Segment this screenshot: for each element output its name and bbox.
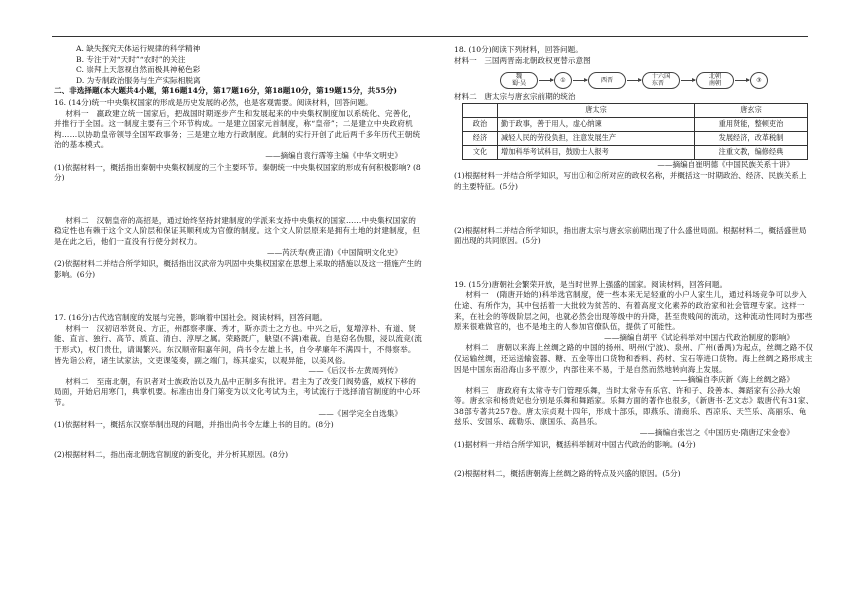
left-column: [54, 44, 422, 460]
flow-node-1: ①: [554, 72, 572, 89]
table-cell: 减轻人民的劳役负担，注意发展生产: [498, 131, 695, 145]
q18-intro: 18. (10分)阅读下列材料，回答问题。: [454, 45, 583, 54]
q16-question-2: (2)依据材料二并结合所学知识，概括指出汉武帝为巩固中央集权国家在思想上采取的措施以及这一措施产生的影响。(6分): [54, 259, 422, 279]
answer-space: [54, 431, 422, 449]
arrow-icon: [735, 80, 749, 81]
answer-space: [454, 193, 814, 225]
q19-material-2-source: ——摘编自李庆新《海上丝绸之路》: [672, 375, 794, 385]
section-title: 二、非选择题(本大题共4小题，第16题14分，第17题16分，第18题10分，第19题15分，共55分): [54, 86, 397, 96]
q18-material-2-source: ——摘编自崔明德《中国民族关系十讲》: [657, 159, 794, 169]
flow-node-beichao-nanchao: 北朝 南朝: [696, 72, 734, 89]
q18-material-2-label: 材料二 唐太宗与唐玄宗前期的统治: [454, 92, 576, 102]
right-column: [454, 44, 814, 480]
q18-material-1-label: 材料一 三国两晋南北朝政权更替示意图: [454, 55, 591, 65]
table-cell: 政治: [463, 117, 498, 131]
table-row: [463, 145, 808, 159]
table-cell: 注重文教，编修经典: [695, 145, 808, 159]
table-header-row: [463, 103, 808, 117]
q19-intro: 19. (15分)唐朝社会繁荣开放，是当时世界上强盛的国家。阅读材料，回答问题。: [454, 279, 728, 289]
table-header-cell: 唐太宗: [498, 103, 695, 117]
arrow-icon: [573, 80, 587, 81]
table-header-cell: [463, 103, 498, 117]
flow-node-xijin: 西晋: [588, 72, 626, 89]
q19-material-3: 材料三 唐政府有太常寺专门管理乐舞，当时太常寺有乐官、许和子、段善本、舞蹈家有公孙大娘等。唐玄宗和杨贵妃也分别是乐舞和舞蹈家。乐舞方面的著作也很多，《新唐书·艺文志》载唐代有31家、38部专著共257卷。唐太宗贞观十四年，形成十部乐，即燕乐、清商乐、西凉乐、天竺乐、高丽乐、龟兹乐、安国乐、疏勒乐、康国乐、高昌乐。: [454, 385, 814, 427]
q16-material-1-source: ——摘编自袁行霈等主编《中华文明史》: [265, 150, 402, 160]
table-cell: 勤于政事，善于用人，虚心纳谏: [498, 117, 695, 131]
q16-material-1: 材料一 嬴政建立统一国家后，把战国时期逐步产生和发展起来的中央集权制度加以系统化、完善化，并推行于全国。这一制度主要有三个环节构成。一是建立国家元首制度，称“皇帝”；二是建立中央政府机构……以协助皇帝领导全国军政事务；三是建立地方行政制度。此制的实行开创了此后两千多年历代王朝统治的基本模式。: [54, 108, 421, 150]
q16-material-2-source: ——芮沃寿(费正清)《中国简明文化史》: [266, 247, 402, 257]
q17-material-2: 材料二 至南北朝，有识者对士族政治以及九品中正制多有批评。君主为了改变门阀势盛，威权下移的局面，开始启用寒门，典掌机要。标准由出身门第变为以文化考试为主，考试流行于选择清官制度的中心环节。: [54, 376, 421, 408]
flow-node-wei-shu-wu: [500, 72, 538, 89]
arrow-icon: [627, 80, 641, 81]
table-cell: 重用贤能，整顿吏治: [695, 117, 808, 131]
q19-question-2: (2)根据材料二，概括唐朝海上丝绸之路的特点及兴盛的原因。(5分): [454, 469, 681, 479]
q18-question-1: (1)根据材料一并结合所学知识，写出①和②所对应的政权名称，并概括这一时期政治、经济、民族关系上的主要特征。(5分): [454, 171, 807, 191]
table-row: [463, 117, 808, 131]
flow-node-text: 蜀·吴: [511, 80, 527, 88]
q19-material-3-source: ——摘编自张岂之《中国历史·隋唐辽宋金卷》: [639, 428, 794, 438]
arrow-icon: [539, 80, 553, 81]
option-d: D. 为专制政治服务与生产实际相脱离: [76, 75, 201, 85]
q19-material-1-source: ——摘编自胡平《试论科举对中国古代政治制度的影响》: [604, 332, 794, 342]
table-cell: 增加科举考试科目，鼓励士人报考: [498, 145, 695, 159]
answer-space: [54, 184, 422, 216]
q19-material-2: 材料二 唐朝以来海上丝绸之路的中国的扬州、明州(宁波)、泉州、广州(番禺)为起点，丝绸之路不仅仅运输丝绸，还运送输瓷器、糖、五金等出口货物和香料、药材、宝石等进口货物。海上丝绸之路形成主因是中国东南沿海山多平原少，内部往来不易，于是自然而然地转向海上发展。: [454, 343, 814, 374]
q17-material-1-source: ——《后汉书·左黄周列传》: [308, 366, 402, 376]
table-header-cell: 唐玄宗: [695, 103, 808, 117]
q17-material-2-source: ——《困学完全自选集》: [318, 408, 402, 418]
q17-question-1: (1)依据材料一，概括东汉察举制出现的问题，并指出尚书令左雄上书的目的。(8分): [54, 420, 334, 430]
q17-material-1: 材料一 汉初诏举贤良、方正，州郡察孝廉、秀才，斯亦贡士之方也。中兴之后，复增淳朴、有道、贤能、直言、独行、高节、质直、清白、淳厚之属。荣路既广，觖望(不满)难裁。自是窃名伪服，浸以流竞(流于形式)，权门贵仕，请谒繁兴。东汉顺帝阳嘉年间，尚书令左雄上书，自令孝廉年不满四十，不得察举。皆先诣公府，诸生试家法，文吏课笺奏，副之端门，练其虚实，以观异能，以美风俗。: [54, 323, 422, 365]
table-cell: 发展经济，改革税制: [695, 131, 808, 145]
q19-question-1: (1)据材料一并结合所学知识，概括科举制对中国古代政治的影响。(4分): [454, 439, 696, 449]
flow-node-text: 魏: [515, 73, 523, 81]
comparison-table: [462, 103, 808, 160]
flow-node-16guo-dongjin: 十六国 东晋: [642, 72, 680, 89]
q18-question-2: (2)根据材料二并结合所学知识，指出唐太宗与唐玄宗前期出现了什么盛世局面。根据材料二，概括盛世局面出现的共同原因。(5分): [454, 225, 807, 246]
table-cell: 文化: [463, 145, 498, 159]
table-cell: 经济: [463, 131, 498, 145]
answer-space: [454, 247, 814, 279]
flow-node-3: ③: [750, 72, 768, 89]
q16-question-1: (1)依据材料一，概括指出秦朝中央集权制度的三个主要环节。秦朝统一中央集权国家的形成有何积极影响? (8分): [54, 162, 421, 183]
q16-intro: 16. (14分)统一中央集权国家的形成是历史发展的必然，也是客观需要。阅读材料，回答问题。: [54, 97, 373, 107]
table-row: [463, 131, 808, 145]
q17-question-2: (2)根据材料二，指出南北朝选官制度的新变化，并分析其原因。(8分): [54, 449, 289, 459]
option-b: B. 专注于对“天时”“农时”的关注: [76, 54, 186, 64]
q19-material-1: 材料一 (隋唐开始的)科举选官制度，使一些本来无足轻重的小户人家生儿，通过科场竞争可以步入仕途、有所作为，其中包括着一大批较为贫苦的、有着高度文化素养的政治家和社会管理专家。这样一来，在社会的等级阶层之间，也就必然会出现等级中的升降，甚至贵贱间的流动，这种流动性同时为那些原来很难做官的，也不是地主的人参加官僚队伍，提供了可能性。: [454, 290, 813, 332]
answer-space: [454, 450, 814, 468]
arrow-icon: [681, 80, 695, 81]
option-c: C. 崇拜上天忽视自然而极具神秘色彩: [76, 65, 201, 75]
option-a: A. 缺失探究天体运行规律的科学精神: [76, 44, 201, 53]
q17-intro: 17. (16分)古代选官制度的发展与完善，影响着中国社会。阅读材料，回答问题。: [54, 313, 328, 323]
top-rule: [52, 36, 808, 37]
regime-flow-diagram: [500, 68, 814, 92]
answer-space: [54, 280, 422, 312]
q16-material-2: 材料二 汉朝皇帝的高招是，通过始终坚持封建制度的学派来支持中央集权的国家……中央集权国家的稳定性也有赖于这个文人阶层和保证其顺利成为官僚的制度。这个文人阶层原来是拥有土地的封建制度，但是在此之后，他们一直没有行使分封权力。: [54, 215, 421, 246]
